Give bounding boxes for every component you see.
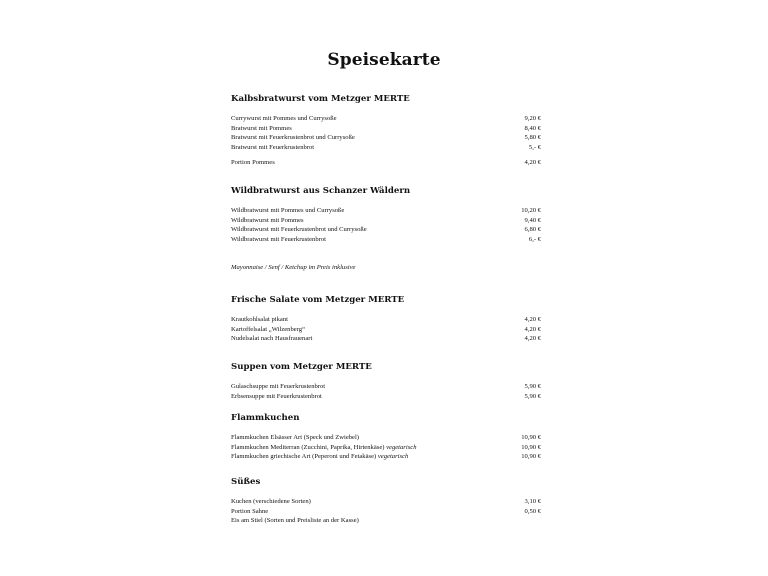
item-name: Wildbratwurst mit Pommes und Currysoße	[231, 207, 345, 214]
menu-item	[231, 133, 541, 143]
item-price: 6,80 €	[524, 226, 541, 234]
menu-item	[231, 114, 541, 124]
item-name: Nudelsalat nach Hausfrauenart	[231, 335, 313, 343]
section-title: Wildbratwurst aus Schanzer Wäldern	[231, 186, 411, 196]
section-title: Süßes	[231, 477, 261, 487]
menu-item	[231, 325, 541, 335]
item-name: Eis am Stiel (Sorten und Preisliste an der Kasse)	[231, 517, 359, 525]
menu-item	[231, 216, 541, 226]
item-name: Gulaschsuppe mit Feuerkrustenbrot	[231, 383, 326, 390]
item-name: Kartoffelsalat „Wilzenberg“	[231, 325, 305, 333]
section-title: Frische Salate vom Metzger MERTE	[231, 295, 405, 305]
item-name-text: Flammkuchen Elsässer Art (Speck und Zwiebel)	[231, 434, 359, 441]
item-name: Bratwurst mit Pommes	[231, 124, 292, 132]
item-price: 5,90 €	[524, 383, 541, 390]
item-price: 6,- €	[528, 236, 541, 244]
section-suppen	[231, 362, 541, 401]
section-wildbratwurst	[231, 186, 541, 245]
item-price: 4,20 €	[524, 335, 541, 343]
item-price: 8,40 €	[524, 124, 541, 132]
section-title: Suppen vom Metzger MERTE	[231, 362, 372, 372]
item-price: 10,90 €	[521, 453, 541, 461]
item-name-text: Flammkuchen griechische Art (Peperoni und Fetakäse)	[231, 453, 377, 461]
item-price: 9,40 €	[524, 216, 541, 224]
item-price: 5,- €	[528, 144, 541, 152]
item-price: 10,90 €	[521, 434, 541, 441]
item-name: Currywurst mit Pommes und Currysoße	[231, 115, 337, 122]
item-name	[231, 443, 417, 453]
section-flammkuchen	[231, 413, 541, 462]
item-name: Bratwurst mit Feuerkrustenbrot	[231, 144, 315, 152]
item-name	[231, 433, 359, 443]
menu-item	[231, 507, 541, 517]
item-name: Wildbratwurst mit Pommes	[231, 216, 304, 224]
item-price: 5,80 €	[524, 134, 541, 142]
menu-item	[231, 497, 541, 507]
menu-item	[231, 225, 541, 235]
section-suesses	[231, 477, 541, 526]
menu-item	[231, 516, 541, 526]
item-name: Kuchen (verschiedene Sorten)	[231, 498, 311, 505]
section-title: Kalbsbratwurst vom Metzger MERTE	[231, 94, 410, 104]
item-name: Krautkohlsalat pikant	[231, 316, 288, 323]
page-title: Speisekarte	[327, 50, 441, 70]
item-price: 10,20 €	[521, 207, 541, 214]
menu-item	[231, 392, 541, 402]
menu-item	[231, 433, 541, 443]
item-name: Wildbratwurst mit Feuerkrustenbrot	[231, 236, 326, 244]
section-title: Flammkuchen	[231, 413, 300, 423]
item-name: Portion Sahne	[231, 507, 269, 515]
menu-item	[231, 235, 541, 245]
item-price: 10,90 €	[521, 443, 541, 451]
condiments-note: Mayonnaise / Senf / Ketchup im Preis inklusive	[231, 264, 356, 271]
menu-item	[231, 443, 541, 453]
item-price: 9,20 €	[524, 115, 541, 122]
item-name: Bratwurst mit Feuerkrustenbrot und Currysoße	[231, 134, 355, 142]
item-price: 3,10 €	[524, 498, 541, 505]
item-name: Wildbratwurst mit Feuerkrustenbrot und Currysoße	[231, 226, 367, 234]
section-salate	[231, 295, 541, 344]
vegetarian-tag: vegetarisch	[377, 453, 409, 461]
item-price: 4,20 €	[524, 316, 541, 323]
item-price: 4,20 €	[524, 325, 541, 333]
item-name	[231, 452, 408, 462]
item-name: Erbsensuppe mit Feuerkrustenbrot	[231, 392, 322, 400]
menu-item	[231, 334, 541, 344]
menu-item	[231, 143, 541, 153]
item-price: 4,20 €	[524, 158, 541, 166]
item-price: 5,90 €	[524, 392, 541, 400]
section-kalbsbratwurst	[231, 94, 541, 168]
menu-item	[231, 158, 541, 168]
item-name: Portion Pommes	[231, 158, 275, 166]
menu-item	[231, 315, 541, 325]
item-name-text: Flammkuchen Mediterran (Zucchini, Paprika, Hirtenkäse)	[231, 443, 385, 451]
item-price: 0,50 €	[524, 507, 541, 515]
menu-item	[231, 124, 541, 134]
vegetarian-tag: vegetarisch	[386, 443, 417, 451]
menu-item	[231, 452, 541, 462]
menu-item	[231, 382, 541, 392]
menu-item	[231, 206, 541, 216]
